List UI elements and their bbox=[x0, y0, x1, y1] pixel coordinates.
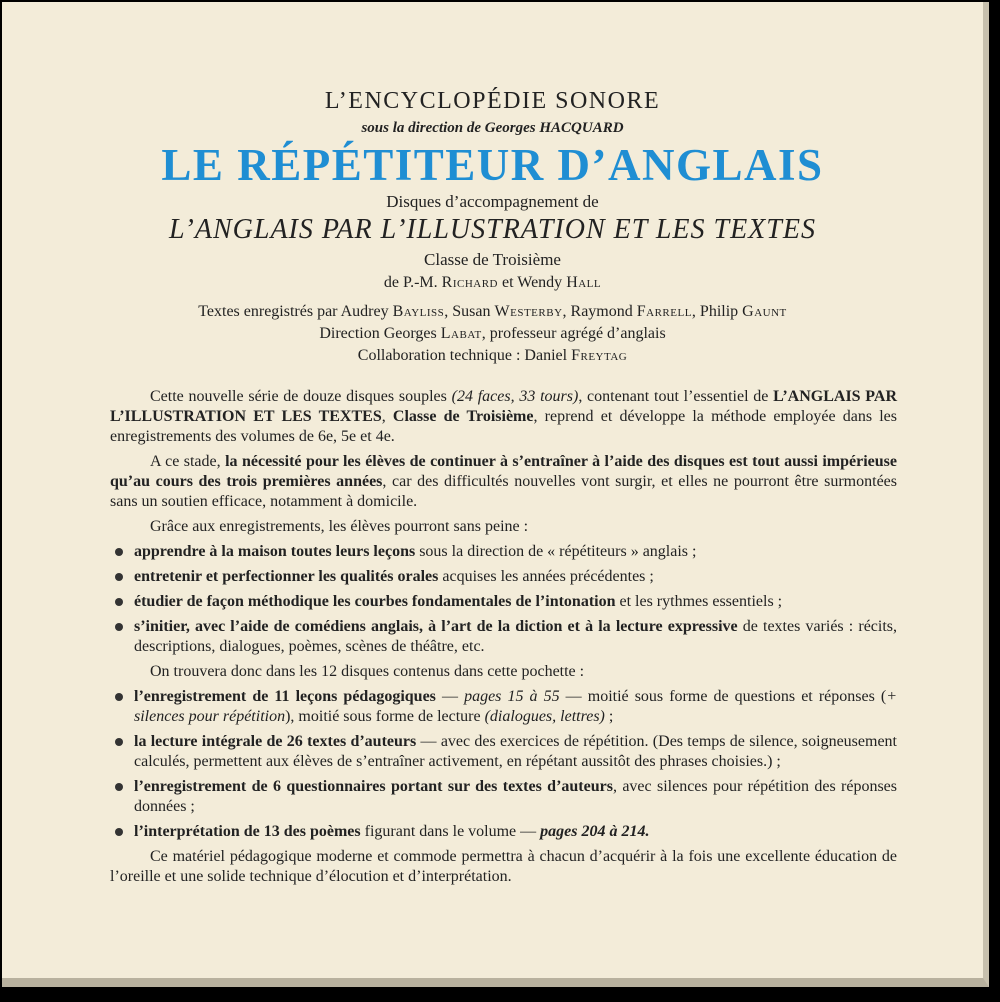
voice-westerby: Westerby bbox=[494, 303, 563, 320]
main-title: LE RÉPÉTITEUR D’ANGLAIS bbox=[161, 140, 824, 190]
bullet-icon bbox=[115, 598, 123, 606]
bullet-icon bbox=[115, 693, 123, 701]
header-block bbox=[2, 85, 983, 367]
list-item bbox=[110, 542, 897, 562]
text-run-bold: entretenir et perfectionner les qualités orales bbox=[134, 568, 439, 585]
book-title: L’ANGLAIS PAR L’ILLUSTRATION ET LES TEXTES bbox=[169, 214, 816, 245]
text-run-italic: + silences pour répétition bbox=[134, 688, 898, 725]
body-text bbox=[110, 387, 897, 892]
series-direction: sous la direction de Georges HACQUARD bbox=[361, 120, 624, 136]
text-run: — avec des exercices de répétition. (Des temps de silence, soigneusement calculés, permettent aux élèves de s’entraîner activement, en répétant aussitôt des phrases choisies.) ; bbox=[134, 733, 897, 770]
authors-mid: et Wendy bbox=[498, 274, 567, 291]
voices-sep: , Raymond bbox=[562, 303, 637, 320]
voice-gaunt: Gaunt bbox=[742, 303, 787, 320]
bullet-icon bbox=[115, 573, 123, 581]
text-run: ; bbox=[604, 708, 614, 725]
list-item bbox=[110, 567, 897, 587]
text-run-italic: (dialogues, lettres) bbox=[484, 708, 605, 725]
text-run: , reprend et développe la méthode employée dans les enregistrements des volumes de 6e, 5e et 4e. bbox=[110, 408, 898, 445]
closing-paragraph: Ce matériel pédagogique moderne et commode permettra à chacun d’acquérir à la fois une excellente éducation de l’oreille et une solide technique d’élocution et d’interprétation. bbox=[110, 848, 897, 885]
text-run: , bbox=[381, 408, 393, 425]
collaboration-line bbox=[2, 345, 983, 367]
text-run-italic: pages 204 à 214. bbox=[540, 823, 650, 840]
text-run-bold: étudier de façon méthodique les courbes fondamentales de l’intonation bbox=[134, 593, 616, 610]
text-run-bold: l’interprétation de 13 des poèmes bbox=[134, 823, 361, 840]
direction-suffix: , professeur agrégé d’anglais bbox=[481, 325, 666, 342]
text-run-bold: apprendre à la maison toutes leurs leçons bbox=[134, 543, 416, 560]
text-run: Cette nouvelle série de douze disques souples bbox=[150, 388, 452, 405]
text-run-bold: L’ANGLAIS PAR L’ILLUSTRATION ET LES TEXTES bbox=[110, 388, 898, 425]
text-run-italic: (24 faces, 33 tours) bbox=[451, 388, 579, 405]
subtitle: Disques d’accompagnement de bbox=[386, 192, 599, 211]
bullet-icon bbox=[115, 623, 123, 631]
text-run: — moitié sous forme de questions et réponses ( bbox=[559, 688, 887, 705]
text-run: , avec silences pour répétition des réponses données ; bbox=[134, 778, 898, 815]
list-item bbox=[110, 687, 897, 727]
text-run-bold: Classe de Troisième bbox=[392, 408, 534, 425]
text-run-bold: la lecture intégrale de 26 textes d’auteurs bbox=[134, 733, 417, 750]
voice-farrell: Farrell bbox=[636, 303, 692, 320]
text-run: figurant dans le volume — bbox=[360, 823, 541, 840]
collab-prefix: Collaboration technique : Daniel bbox=[357, 347, 572, 364]
voices-prefix: Textes enregistrés par Audrey bbox=[198, 303, 393, 320]
voices-sep: , Philip bbox=[691, 303, 743, 320]
bullet-icon bbox=[115, 828, 123, 836]
intro-paragraph bbox=[110, 387, 897, 447]
list-item bbox=[110, 732, 897, 772]
voices-line bbox=[2, 301, 983, 323]
direction-prefix: Direction Georges bbox=[319, 325, 441, 342]
text-run: , car des difficultés nouvelles vont surgir, et elles ne pourront être surmontées sans un soutien efficace, notamment à domicile. bbox=[110, 473, 897, 510]
list-item bbox=[110, 617, 897, 657]
voice-bayliss: Bayliss bbox=[392, 303, 445, 320]
record-sleeve-back bbox=[2, 2, 989, 987]
text-run: acquises les années précédentes ; bbox=[438, 568, 654, 585]
text-run: et les rythmes essentiels ; bbox=[615, 593, 783, 610]
text-run: A ce stade, bbox=[150, 453, 226, 470]
text-run: — bbox=[435, 688, 465, 705]
director-labat: Labat bbox=[440, 325, 482, 342]
collab-freytag: Freytag bbox=[571, 347, 628, 364]
text-run: , contenant tout l’essentiel de bbox=[578, 388, 774, 405]
authors-line bbox=[2, 272, 983, 294]
text-run-bold: la nécessité pour les élèves de continuer à s’entraîner à l’aide des disques est tout aussi impérieuse qu’au cours des trois premières années bbox=[110, 453, 898, 490]
author-hall: Hall bbox=[566, 274, 602, 291]
text-run: ), moitié sous forme de lecture bbox=[285, 708, 485, 725]
text-run: sous la direction de « répétiteurs » anglais ; bbox=[415, 543, 697, 560]
text-run-bold: l’enregistrement de 6 questionnaires portant sur des textes d’auteurs bbox=[134, 778, 613, 795]
list-item bbox=[110, 777, 897, 817]
text-run-italic: pages 15 à 55 bbox=[464, 688, 560, 705]
text-run: de textes variés : récits, descriptions, dialogues, poèmes, scènes de théâtre, etc. bbox=[134, 618, 898, 655]
author-richard: Richard bbox=[441, 274, 498, 291]
stage-paragraph bbox=[110, 452, 897, 512]
text-run-bold: s’initier, avec l’aide de comédiens anglais, à l’art de la diction et à la lecture expressive bbox=[134, 618, 738, 635]
authors-prefix: de P.-M. bbox=[383, 274, 442, 291]
bullet-icon bbox=[115, 548, 123, 556]
voices-sep: , Susan bbox=[444, 303, 495, 320]
contents-intro: On trouvera donc dans les 12 disques contenus dans cette pochette : bbox=[150, 663, 585, 680]
benefits-intro: Grâce aux enregistrements, les élèves pourront sans peine : bbox=[150, 518, 529, 535]
bullet-icon bbox=[115, 738, 123, 746]
direction-line bbox=[2, 323, 983, 345]
list-item bbox=[110, 822, 897, 842]
text-run-bold: l’enregistrement de 11 leçons pédagogiques bbox=[134, 688, 436, 705]
series-title: L’ENCYCLOPÉDIE SONORE bbox=[324, 88, 661, 114]
list-item bbox=[110, 592, 897, 612]
class-level: Classe de Troisième bbox=[424, 250, 561, 269]
bullet-icon bbox=[115, 783, 123, 791]
